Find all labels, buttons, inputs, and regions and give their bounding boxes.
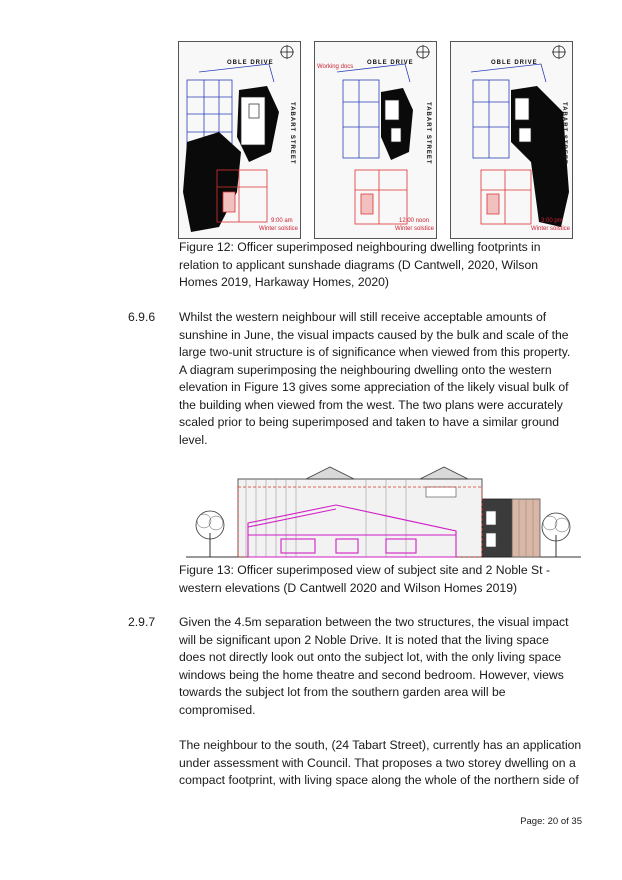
caption-line: western elevations (D Cantwell 2020 and Wilson Homes 2019) — [179, 580, 518, 595]
street-label-side: TABART STREET — [561, 102, 567, 165]
paragraph-line: elevation in Figure 13 gives some appreciation of the likely visual bulk of — [179, 380, 569, 394]
street-label-side: TABART STREET — [289, 102, 295, 165]
working-docs-note: Working docs — [317, 64, 354, 70]
season-label: Winter solstice — [531, 226, 571, 232]
caption-line: Homes 2019, Harkaway Homes, 2020) — [179, 275, 389, 289]
street-label-top: OBLE DRIVE — [227, 60, 274, 66]
time-label: 3:00 pm — [541, 218, 563, 224]
paragraph-line: scaled prior to being superimposed and taken to have a similar ground — [179, 415, 560, 429]
site-plan-diagram — [179, 42, 300, 238]
paragraph-number: 2.9.7 — [128, 615, 156, 629]
paragraph-line: Given the 4.5m separation between the two structures, the visual impact — [179, 615, 569, 629]
paragraph-line: the building when viewed from the west. The two plans were accurately — [179, 397, 563, 412]
street-label-top: OBLE DRIVE — [367, 60, 414, 66]
season-label: Winter solstice — [259, 226, 299, 232]
paragraph-line: Whilst the western neighbour will still receive acceptable amounts of — [179, 310, 547, 324]
paragraph-number: 6.9.6 — [128, 310, 156, 324]
paragraph-line: windows being the home theatre and second bedroom. However, views — [179, 667, 564, 682]
paragraph-line: large two-unit structure is of significance when viewed from this property. — [179, 345, 571, 359]
page-number: Page: 20 of 35 — [520, 816, 582, 827]
paragraph-line: level. — [179, 432, 208, 447]
paragraph-line: sunshine in June, the visual impacts caused by the bulk and scale of the — [179, 327, 569, 342]
paragraph-line: A diagram superimposing the neighbouring dwelling onto the western — [179, 362, 552, 377]
paragraph-line: compromised. — [179, 702, 256, 717]
caption-line: Figure 12: Officer superimposed neighbouring dwelling footprints in — [179, 240, 541, 254]
street-label-side: TABART STREET — [425, 102, 431, 165]
caption-line: Figure 13: Officer superimposed view of subject site and 2 Noble St - — [179, 563, 550, 577]
paragraph-line: under assessment with Council. That proposes a two storey dwelling on a — [179, 755, 576, 770]
paragraph-line: does not directly look out onto the subject lot, with the only living space — [179, 650, 562, 664]
site-plan-diagram — [451, 42, 572, 238]
figure13-elevation — [186, 465, 581, 561]
figure12-panel-3 — [450, 41, 573, 239]
time-label: 9:00 am — [271, 218, 293, 224]
figure12-panel-2 — [314, 41, 437, 239]
site-plan-diagram — [315, 42, 436, 238]
time-label: 12:00 noon — [399, 218, 430, 224]
figure13-caption — [179, 562, 579, 597]
paragraph-line: towards the subject lot from the southern garden area will be — [179, 685, 506, 699]
caption-line: relation to applicant sunshade diagrams (D Cantwell, 2020, Wilson — [179, 257, 539, 272]
street-label-top: OBLE DRIVE — [491, 60, 538, 66]
paragraph-line: will be significant upon 2 Noble Drive. It is noted that the living space — [179, 632, 549, 647]
season-label: Winter solstice — [395, 226, 435, 232]
elevation-diagram — [186, 465, 581, 561]
paragraph-297 — [179, 614, 584, 719]
paragraph-southern-neighbour — [179, 737, 584, 790]
paragraph-line: The neighbour to the south, (24 Tabart Street), currently has an application — [179, 738, 582, 752]
paragraph-line: compact footprint, with living space along the whole of the northern side of — [179, 773, 579, 787]
figure12-panel-1 — [178, 41, 301, 239]
paragraph-696 — [179, 309, 584, 449]
figure12-caption — [179, 239, 579, 292]
